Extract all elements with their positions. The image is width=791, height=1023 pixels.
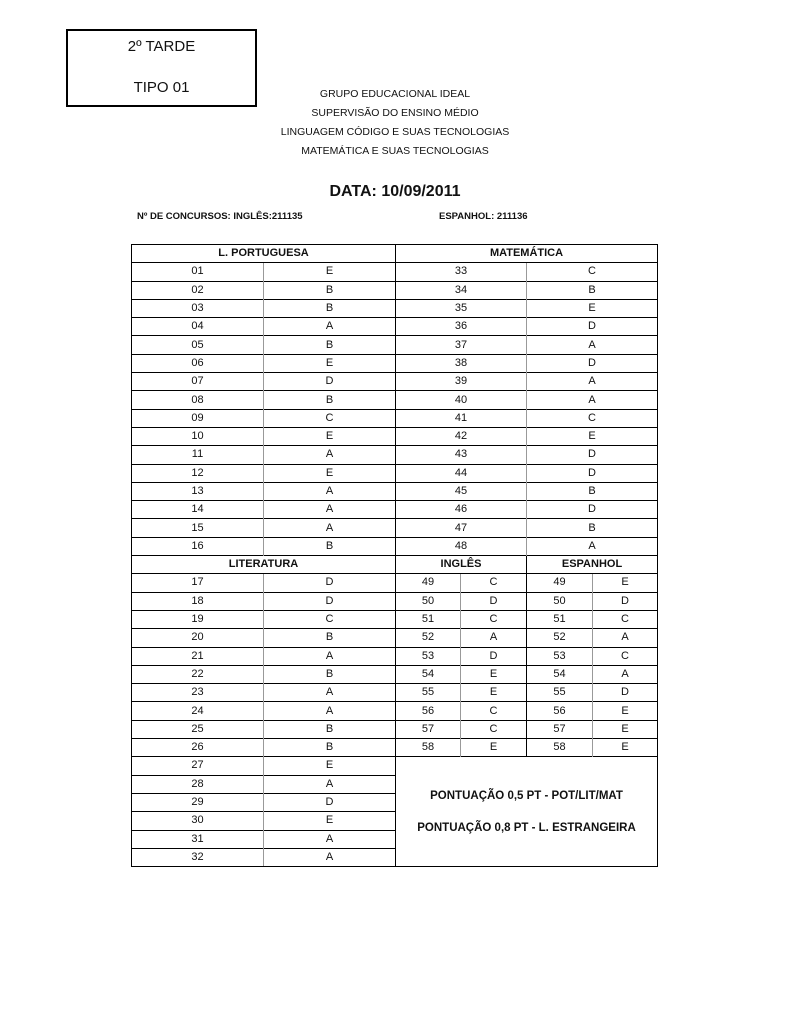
answer-letter: D bbox=[461, 592, 527, 610]
question-number: 50 bbox=[527, 592, 593, 610]
answer-letter: C bbox=[461, 610, 527, 628]
header-ingles: INGLÊS bbox=[396, 556, 527, 574]
question-number: 33 bbox=[396, 263, 527, 281]
answer-letter: A bbox=[264, 519, 396, 537]
answer-letter: E bbox=[461, 739, 527, 757]
answer-letter: B bbox=[264, 281, 396, 299]
question-number: 38 bbox=[396, 354, 527, 372]
question-number: 25 bbox=[132, 720, 264, 738]
concurso-espanhol: ESPANHOL: 211136 bbox=[439, 211, 528, 222]
question-number: 12 bbox=[132, 464, 264, 482]
answer-letter: C bbox=[593, 610, 658, 628]
answer-letter: A bbox=[264, 684, 396, 702]
header-matematica: MATEMÁTICA bbox=[396, 245, 658, 263]
question-number: 58 bbox=[396, 739, 461, 757]
table-row bbox=[132, 336, 658, 354]
answer-letter: C bbox=[527, 263, 658, 281]
answer-letter: B bbox=[264, 391, 396, 409]
answer-letter: A bbox=[264, 647, 396, 665]
answer-letter: A bbox=[264, 830, 396, 848]
answer-letter: B bbox=[264, 665, 396, 683]
question-number: 46 bbox=[396, 501, 527, 519]
question-number: 03 bbox=[132, 299, 264, 317]
answer-letter: C bbox=[264, 409, 396, 427]
question-number: 32 bbox=[132, 848, 264, 866]
answer-letter: E bbox=[593, 720, 658, 738]
question-number: 51 bbox=[396, 610, 461, 628]
answer-letter: E bbox=[461, 684, 527, 702]
question-number: 58 bbox=[527, 739, 593, 757]
answer-letter: A bbox=[527, 391, 658, 409]
answer-letter: B bbox=[264, 720, 396, 738]
question-number: 10 bbox=[132, 427, 264, 445]
answer-letter: B bbox=[264, 336, 396, 354]
question-number: 37 bbox=[396, 336, 527, 354]
answer-letter: B bbox=[527, 281, 658, 299]
question-number: 56 bbox=[396, 702, 461, 720]
answer-letter: C bbox=[527, 409, 658, 427]
question-number: 22 bbox=[132, 665, 264, 683]
answer-letter: E bbox=[264, 757, 396, 775]
question-number: 29 bbox=[132, 793, 264, 811]
question-number: 13 bbox=[132, 482, 264, 500]
answer-letter: E bbox=[593, 574, 658, 592]
answer-letter: D bbox=[527, 354, 658, 372]
question-number: 50 bbox=[396, 592, 461, 610]
answer-letter: D bbox=[593, 684, 658, 702]
table-row bbox=[132, 464, 658, 482]
table-row bbox=[132, 537, 658, 555]
table-row bbox=[132, 757, 658, 775]
answer-letter: A bbox=[264, 501, 396, 519]
subject-line-1: LINGUAGEM CÓDIGO E SUAS TECNOLOGIAS bbox=[280, 126, 510, 138]
question-number: 30 bbox=[132, 812, 264, 830]
shift-label: 2º TARDE bbox=[127, 38, 196, 55]
answer-key-table bbox=[131, 244, 658, 867]
answer-letter: A bbox=[264, 446, 396, 464]
table-row bbox=[132, 318, 658, 336]
question-number: 53 bbox=[527, 647, 593, 665]
table-row bbox=[132, 574, 658, 592]
answer-letter: A bbox=[593, 629, 658, 647]
table-row bbox=[132, 245, 658, 263]
table-row bbox=[132, 446, 658, 464]
answer-letter: B bbox=[527, 482, 658, 500]
table-row bbox=[132, 610, 658, 628]
question-number: 21 bbox=[132, 647, 264, 665]
answer-letter: D bbox=[264, 793, 396, 811]
question-number: 06 bbox=[132, 354, 264, 372]
concurso-ingles: Nº DE CONCURSOS: INGLÊS:211135 bbox=[137, 211, 303, 222]
question-number: 53 bbox=[396, 647, 461, 665]
table-row bbox=[132, 299, 658, 317]
answer-letter: B bbox=[264, 629, 396, 647]
answer-letter: A bbox=[593, 665, 658, 683]
header-espanhol: ESPANHOL bbox=[527, 556, 658, 574]
question-number: 23 bbox=[132, 684, 264, 702]
question-number: 44 bbox=[396, 464, 527, 482]
question-number: 17 bbox=[132, 574, 264, 592]
question-number: 43 bbox=[396, 446, 527, 464]
answer-letter: D bbox=[461, 647, 527, 665]
question-number: 34 bbox=[396, 281, 527, 299]
question-number: 54 bbox=[527, 665, 593, 683]
answer-letter: C bbox=[461, 720, 527, 738]
scoring-gap bbox=[396, 803, 657, 821]
question-number: 20 bbox=[132, 629, 264, 647]
table-row bbox=[132, 354, 658, 372]
table-row bbox=[132, 739, 658, 757]
table-row bbox=[132, 720, 658, 738]
question-number: 08 bbox=[132, 391, 264, 409]
question-number: 45 bbox=[396, 482, 527, 500]
question-number: 05 bbox=[132, 336, 264, 354]
answer-letter: B bbox=[264, 299, 396, 317]
question-number: 09 bbox=[132, 409, 264, 427]
table-row bbox=[132, 592, 658, 610]
answer-letter: E bbox=[593, 739, 658, 757]
answer-letter: A bbox=[527, 373, 658, 391]
answer-letter: E bbox=[264, 464, 396, 482]
question-number: 42 bbox=[396, 427, 527, 445]
header-literatura: LITERATURA bbox=[132, 556, 396, 574]
table-row bbox=[132, 409, 658, 427]
question-number: 54 bbox=[396, 665, 461, 683]
table-row bbox=[132, 281, 658, 299]
question-number: 47 bbox=[396, 519, 527, 537]
answer-letter: C bbox=[264, 610, 396, 628]
table-row bbox=[132, 373, 658, 391]
answer-letter: C bbox=[461, 702, 527, 720]
table-row bbox=[132, 702, 658, 720]
answer-letter: D bbox=[593, 592, 658, 610]
question-number: 35 bbox=[396, 299, 527, 317]
answer-letter: C bbox=[461, 574, 527, 592]
answer-letter: E bbox=[461, 665, 527, 683]
header-portuguesa: L. PORTUGUESA bbox=[132, 245, 396, 263]
question-number: 57 bbox=[396, 720, 461, 738]
answer-letter: A bbox=[461, 629, 527, 647]
answer-letter: D bbox=[527, 446, 658, 464]
question-number: 01 bbox=[132, 263, 264, 281]
table-row bbox=[132, 519, 658, 537]
question-number: 02 bbox=[132, 281, 264, 299]
question-number: 26 bbox=[132, 739, 264, 757]
question-number: 27 bbox=[132, 757, 264, 775]
table-row bbox=[132, 501, 658, 519]
answer-letter: D bbox=[527, 318, 658, 336]
question-number: 52 bbox=[527, 629, 593, 647]
answer-letter: E bbox=[527, 299, 658, 317]
answer-letter: E bbox=[593, 702, 658, 720]
table-row bbox=[132, 684, 658, 702]
answer-letter: B bbox=[264, 739, 396, 757]
answer-letter: C bbox=[593, 647, 658, 665]
answer-letter: D bbox=[264, 373, 396, 391]
institution-name: GRUPO EDUCACIONAL IDEAL bbox=[319, 88, 471, 100]
question-number: 24 bbox=[132, 702, 264, 720]
question-number: 49 bbox=[527, 574, 593, 592]
subject-line-2: MATEMÁTICA E SUAS TECNOLOGIAS bbox=[301, 145, 489, 157]
question-number: 07 bbox=[132, 373, 264, 391]
scoring-info bbox=[396, 757, 658, 867]
question-number: 55 bbox=[527, 684, 593, 702]
question-number: 52 bbox=[396, 629, 461, 647]
question-number: 39 bbox=[396, 373, 527, 391]
table-row bbox=[132, 391, 658, 409]
question-number: 55 bbox=[396, 684, 461, 702]
table-row bbox=[132, 427, 658, 445]
supervision-line: SUPERVISÃO DO ENSINO MÉDIO bbox=[311, 107, 479, 119]
answer-letter: A bbox=[264, 848, 396, 866]
table-row bbox=[132, 482, 658, 500]
answer-letter: A bbox=[264, 318, 396, 336]
answer-letter: E bbox=[264, 427, 396, 445]
table-row bbox=[132, 629, 658, 647]
question-number: 15 bbox=[132, 519, 264, 537]
answer-letter: E bbox=[264, 263, 396, 281]
question-number: 40 bbox=[396, 391, 527, 409]
question-number: 18 bbox=[132, 592, 264, 610]
question-number: 19 bbox=[132, 610, 264, 628]
answer-letter: A bbox=[264, 775, 396, 793]
type-label: TIPO 01 bbox=[133, 79, 190, 96]
answer-letter: A bbox=[264, 482, 396, 500]
question-number: 28 bbox=[132, 775, 264, 793]
table-row bbox=[132, 665, 658, 683]
answer-letter: E bbox=[264, 812, 396, 830]
table-row bbox=[132, 647, 658, 665]
answer-letter: E bbox=[264, 354, 396, 372]
question-number: 49 bbox=[396, 574, 461, 592]
question-number: 11 bbox=[132, 446, 264, 464]
answer-letter: B bbox=[527, 519, 658, 537]
answer-letter: D bbox=[264, 592, 396, 610]
question-number: 14 bbox=[132, 501, 264, 519]
table-row bbox=[132, 556, 658, 574]
question-number: 16 bbox=[132, 537, 264, 555]
question-number: 36 bbox=[396, 318, 527, 336]
answer-letter: A bbox=[527, 537, 658, 555]
question-number: 56 bbox=[527, 702, 593, 720]
answer-letter: A bbox=[527, 336, 658, 354]
exam-date: DATA: 10/09/2011 bbox=[329, 183, 461, 200]
question-number: 41 bbox=[396, 409, 527, 427]
answer-letter: E bbox=[527, 427, 658, 445]
scoring-line-2: PONTUAÇÃO 0,8 PT - L. ESTRANGEIRA bbox=[417, 821, 636, 834]
answer-letter: D bbox=[527, 501, 658, 519]
answer-letter: D bbox=[527, 464, 658, 482]
answer-letter: D bbox=[264, 574, 396, 592]
question-number: 51 bbox=[527, 610, 593, 628]
question-number: 31 bbox=[132, 830, 264, 848]
answer-letter: A bbox=[264, 702, 396, 720]
question-number: 57 bbox=[527, 720, 593, 738]
scoring-line-1: PONTUAÇÃO 0,5 PT - POT/LIT/MAT bbox=[430, 789, 623, 802]
table-row bbox=[132, 263, 658, 281]
question-number: 48 bbox=[396, 537, 527, 555]
question-number: 04 bbox=[132, 318, 264, 336]
answer-letter: B bbox=[264, 537, 396, 555]
